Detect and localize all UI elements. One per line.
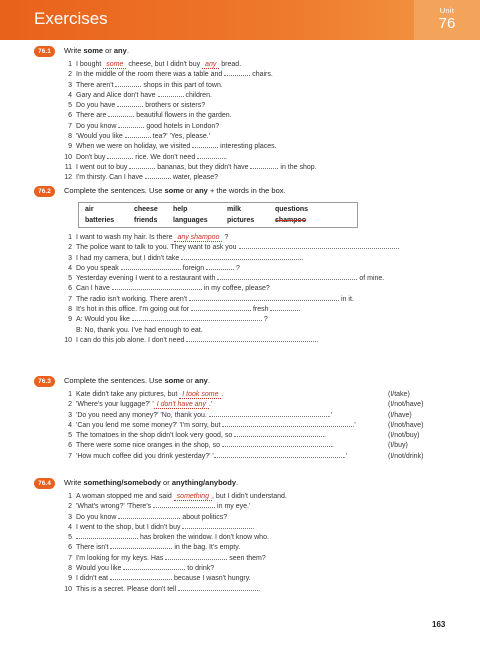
sentence-text: of mine. [357, 275, 385, 283]
exercise-badge: 76.3 [34, 376, 55, 387]
item-number: 4 [68, 91, 72, 99]
item-sentence [76, 585, 260, 595]
exercise-item [34, 153, 454, 163]
exercise-item [34, 431, 454, 441]
item-number: 1 [68, 391, 72, 398]
item-number: 2 [68, 71, 72, 79]
sentence-text: about politics? [180, 513, 228, 521]
sentence-text: 'What's wrong?' 'There's [76, 503, 154, 511]
item-number: 1 [68, 493, 72, 500]
item-sentence [76, 411, 332, 421]
sentence-text: . [221, 391, 224, 398]
sentence-text: rice. We don't need [133, 153, 198, 161]
item-sentence [76, 441, 334, 451]
exercise-badge: 76.4 [34, 478, 55, 489]
exercise-item [34, 554, 454, 564]
answer-blank[interactable] [110, 543, 172, 549]
sentence-text: Can I have [76, 285, 112, 293]
exercise-item [34, 81, 454, 91]
sentence-text: water, please? [170, 174, 218, 182]
exercise-item [34, 390, 454, 400]
answer-blank[interactable] [108, 111, 134, 117]
item-number: 9 [68, 316, 72, 324]
exercise-item [34, 585, 454, 595]
sentence-text: B: No, thank you. I've had enough to eat. [76, 326, 203, 334]
sentence-text: because I wasn't hungry. [172, 575, 251, 583]
answer-blank[interactable] [224, 70, 250, 76]
item-sentence [76, 111, 232, 121]
sentence-text: Kate didn't take any pictures, but [76, 391, 180, 398]
item-sentence [76, 502, 250, 512]
exercise-item [34, 513, 454, 523]
sentence-text: , but I didn't understand. [211, 493, 287, 500]
sentence-text: . [316, 336, 319, 344]
sentence-text: has broken the window. I don't know who. [138, 534, 269, 542]
exercise-item [34, 533, 454, 543]
sentence-text: in it. [339, 295, 354, 303]
sentence-text: fresh [251, 306, 271, 314]
item-sentence [76, 574, 251, 584]
sentence-text: The police want to talk to you. They want to ask you [76, 244, 239, 252]
sentence-text: foreign [180, 264, 207, 272]
verb-hint: (I/not/have) [388, 401, 424, 409]
word-box-item: batteries [85, 217, 115, 224]
answer-example: any [202, 61, 219, 69]
item-sentence [76, 132, 210, 142]
item-number: 10 [64, 585, 72, 593]
item-sentence [76, 533, 269, 543]
word-box-item: shampoo [275, 217, 307, 224]
item-number: 5 [68, 432, 72, 440]
item-number: 10 [64, 336, 72, 344]
word-box [78, 202, 358, 228]
sentence-text: Gary and Alice don't have [76, 91, 158, 99]
sentence-text: The radio isn't working. There aren't [76, 295, 190, 303]
word-box-item: air [85, 206, 94, 213]
sentence-text: There are [76, 112, 109, 120]
sentence-text: ? [222, 234, 229, 241]
item-sentence [76, 513, 227, 523]
answer-blank[interactable] [153, 502, 215, 508]
sentence-text: .' [343, 452, 348, 460]
exercise-item [34, 233, 454, 243]
answer-blank[interactable] [158, 91, 184, 97]
answer-blank[interactable] [181, 254, 304, 262]
item-number: 3 [68, 81, 72, 89]
exercise-76-4 [34, 478, 454, 595]
sentence-text: . [301, 254, 304, 262]
sentence-text: Do you know [76, 513, 119, 521]
item-number: 3 [68, 513, 72, 521]
exercise-item [34, 111, 454, 121]
exercise-badge: 76.1 [34, 46, 55, 57]
answer-blank[interactable] [165, 554, 227, 560]
answer-blank[interactable] [234, 431, 327, 440]
item-sentence [76, 243, 399, 253]
sentence-text: ? [261, 316, 268, 324]
item-number: 11 [64, 163, 72, 171]
item-sentence [76, 305, 300, 315]
sentence-text: I'm thirsty. Can I have [76, 174, 145, 182]
answer-blank[interactable] [182, 523, 255, 531]
answer-blank[interactable] [192, 142, 218, 148]
sentence-text: shops in this part of town. [141, 81, 223, 89]
exercise-header [34, 478, 454, 492]
page-number: 163 [432, 620, 446, 629]
item-sentence [76, 101, 205, 111]
answer-blank[interactable] [115, 81, 141, 87]
item-sentence [76, 421, 356, 431]
header-bar [0, 0, 480, 40]
sentence-text: 'Can you lend me some money?' 'I'm sorry, but [76, 421, 223, 429]
item-number: 7 [68, 122, 72, 130]
sentence-text: 'Where's your luggage?' ' [76, 401, 154, 409]
item-sentence [76, 163, 317, 173]
item-number: 6 [68, 544, 72, 552]
exercise-instruction: Write some or any. [64, 46, 129, 55]
item-number: 6 [68, 112, 72, 120]
sentence-text: Don't buy [76, 153, 108, 161]
sentence-text: bananas, but they didn't have [155, 163, 251, 171]
verb-hint: (I/take) [388, 391, 410, 398]
sentence-text: Do you have [76, 102, 118, 110]
sentence-text: I went out to buy [76, 163, 130, 171]
exercise-item [34, 295, 454, 305]
item-number: 12 [64, 174, 72, 182]
item-number: 8 [68, 565, 72, 573]
item-number: 4 [68, 523, 72, 531]
sentence-text: . [298, 306, 301, 314]
sentence-text: beautiful flowers in the garden. [134, 112, 232, 120]
answer-blank[interactable] [110, 574, 172, 580]
exercise-item [34, 60, 454, 70]
exercise-item [34, 243, 454, 253]
item-number: 3 [68, 254, 72, 262]
sentence-text: I bought [76, 61, 104, 68]
item-sentence [76, 233, 228, 243]
sentence-text: 'Do you need any money?' 'No, thank you. [76, 411, 209, 419]
exercise-header [34, 376, 454, 390]
sentence-text: ? [234, 264, 240, 272]
item-number: 8 [68, 133, 72, 141]
answer-blank[interactable] [214, 452, 344, 458]
answer-blank[interactable] [125, 132, 151, 138]
exercise-instruction: Write something/somebody or anything/anybody. [64, 478, 239, 487]
item-number: 6 [68, 285, 72, 293]
answer-example: any shampoo [174, 234, 222, 242]
answer-blank[interactable] [209, 411, 329, 417]
answer-blank[interactable] [197, 153, 228, 161]
answer-blank[interactable] [222, 441, 334, 450]
answer-blank[interactable] [117, 101, 143, 107]
exercise-item [34, 254, 454, 264]
exercise-item [34, 101, 454, 111]
item-sentence [76, 523, 254, 533]
exercise-item [34, 502, 454, 512]
sentence-text: tea?' 'Yes, please.' [150, 133, 211, 141]
item-number: 4 [68, 264, 72, 272]
answer-blank[interactable] [129, 163, 155, 169]
item-sentence [76, 81, 223, 91]
sentence-text: children. [183, 91, 212, 99]
word-box-item: help [173, 206, 188, 213]
exercise-item [34, 326, 454, 336]
sentence-text: .' [352, 421, 356, 429]
sentence-text: brothers or sisters? [143, 102, 206, 110]
item-number: 5 [68, 275, 72, 283]
item-number: 7 [68, 295, 72, 303]
sentence-text: Do you speak [76, 264, 121, 272]
sentence-text: I want to wash my hair. Is there [76, 234, 175, 241]
sentence-text: . [324, 432, 327, 440]
verb-hint: (I/not/drink) [388, 452, 424, 460]
item-number: 9 [68, 143, 72, 151]
exercise-item [34, 142, 454, 152]
answer-blank[interactable] [118, 122, 144, 128]
exercise-item [34, 70, 454, 80]
item-number: 7 [68, 554, 72, 562]
answer-blank[interactable] [178, 585, 261, 593]
exercise-item [34, 543, 454, 553]
exercise-item [34, 400, 454, 410]
item-sentence [76, 254, 303, 264]
answer-blank[interactable] [189, 295, 339, 301]
item-sentence [76, 336, 318, 346]
exercise-header [34, 46, 454, 60]
sentence-text: interesting places. [218, 143, 277, 151]
item-sentence [76, 492, 287, 502]
item-sentence [76, 326, 203, 336]
exercise-item [34, 421, 454, 431]
item-number: 9 [68, 575, 72, 583]
sentence-text: seen them? [227, 554, 266, 562]
exercise-badge: 76.2 [34, 186, 55, 197]
sentence-text: When we were on holiday, we visited [76, 143, 193, 151]
verb-hint: (I/have) [388, 411, 412, 419]
unit-label: Unit [439, 6, 455, 15]
item-number: 2 [68, 503, 72, 511]
exercise-items [34, 233, 454, 346]
answer-example: I took some [179, 391, 221, 399]
exercise-item [34, 492, 454, 502]
sentence-text: There aren't [76, 81, 116, 89]
item-sentence [76, 60, 241, 70]
item-sentence [76, 554, 266, 564]
word-box-item: cheese [134, 206, 158, 213]
item-number: 1 [68, 61, 72, 68]
item-sentence [76, 173, 218, 183]
answer-blank[interactable] [186, 336, 319, 344]
answer-blank[interactable] [222, 421, 352, 427]
exercise-item [34, 564, 454, 574]
item-sentence [76, 142, 277, 152]
page-title: Exercises [34, 9, 108, 28]
item-sentence [76, 284, 270, 294]
exercise-items [34, 390, 454, 462]
answer-example: I don't have any [154, 401, 209, 409]
answer-blank[interactable] [121, 264, 181, 270]
sentence-text: in my eye.' [215, 503, 251, 511]
exercise-item [34, 441, 454, 451]
unit-tab [414, 0, 480, 40]
item-sentence [76, 264, 240, 274]
item-sentence [76, 400, 212, 410]
sentence-text: Would you like [76, 565, 124, 573]
exercise-item [34, 315, 454, 325]
sentence-text: bread. [219, 61, 242, 68]
answer-blank[interactable] [112, 284, 202, 290]
sentence-text: in the bag. It's empty. [172, 544, 241, 552]
exercise-76-3 [34, 376, 454, 462]
sentence-text: A woman stopped me and said [76, 493, 174, 500]
sentence-text: A: Would you like [76, 316, 132, 324]
word-box-item: languages [173, 217, 208, 224]
word-box-item: milk [227, 206, 242, 213]
exercise-item [34, 574, 454, 584]
exercise-items [34, 60, 454, 184]
sentence-text: good hotels in London? [144, 122, 220, 130]
word-box-item: pictures [227, 217, 255, 224]
exercise-item [34, 122, 454, 132]
sentence-text: The tomatoes in the shop didn't look very good, so [76, 432, 235, 440]
answer-blank[interactable] [217, 274, 357, 280]
exercise-item [34, 523, 454, 533]
sentence-text: It's hot in this office. I'm going out for [76, 306, 191, 314]
exercise-instruction: Complete the sentences. Use some or any + the words in the box. [64, 186, 286, 195]
sentence-text: Yesterday evening I went to a restaurant with [76, 275, 218, 283]
sentence-text: .' [328, 411, 333, 419]
sentence-text: I didn't eat [76, 575, 111, 583]
answer-blank[interactable] [206, 264, 234, 270]
sentence-text: There isn't [76, 544, 111, 552]
answer-blank[interactable] [123, 564, 185, 570]
answer-example: some [103, 61, 126, 69]
item-number: 5 [68, 534, 72, 542]
sentence-text: in the shop. [278, 163, 317, 171]
verb-hint: (I/not/have) [388, 421, 424, 429]
item-sentence [76, 431, 326, 441]
exercise-item [34, 452, 454, 462]
answer-blank[interactable] [107, 153, 133, 159]
item-sentence [76, 564, 214, 574]
answer-blank[interactable] [239, 243, 399, 249]
exercise-item [34, 163, 454, 173]
item-number: 7 [68, 452, 72, 460]
item-number: 3 [68, 411, 72, 419]
sentence-text: Do you know [76, 122, 119, 130]
item-sentence [76, 543, 240, 553]
sentence-text: . [225, 153, 228, 161]
exercise-item [34, 336, 454, 346]
answer-blank[interactable] [118, 513, 180, 519]
sentence-text: chairs. [250, 71, 273, 79]
item-number: 2 [68, 244, 72, 252]
item-sentence [76, 122, 219, 132]
item-number: 10 [64, 153, 72, 161]
sentence-text: There were some nice oranges in the shop, so [76, 442, 222, 450]
unit-number: 76 [438, 15, 456, 32]
sentence-text: . [252, 523, 255, 531]
item-sentence [76, 295, 354, 305]
exercise-item [34, 264, 454, 274]
word-box-item: friends [134, 217, 158, 224]
sentence-text: .' [208, 401, 213, 409]
sentence-text: I can do this job alone. I don't need [76, 336, 187, 344]
sentence-text: 'How much coffee did you drink yesterday?' ' [76, 452, 214, 460]
item-sentence [76, 390, 223, 400]
sentence-text: In the middle of the room there was a table and [76, 71, 225, 79]
verb-hint: (I/not/buy) [388, 432, 420, 440]
exercise-item [34, 173, 454, 183]
item-number: 6 [68, 442, 72, 450]
exercise-76-2 [34, 186, 454, 346]
exercise-items [34, 492, 454, 595]
sentence-text: cheese, but I didn't buy [126, 61, 203, 68]
item-sentence [76, 91, 212, 101]
sentence-text: I went to the shop, but I didn't buy [76, 523, 183, 531]
exercise-item [34, 274, 454, 284]
sentence-text: to drink? [185, 565, 215, 573]
exercise-item [34, 411, 454, 421]
exercise-76-1 [34, 46, 454, 184]
item-sentence [76, 274, 384, 284]
item-sentence [76, 153, 227, 163]
item-number: 2 [68, 401, 72, 409]
word-box-item: questions [275, 206, 309, 213]
answer-blank[interactable] [270, 305, 301, 314]
exercise-item [34, 91, 454, 101]
exercise-item [34, 132, 454, 142]
exercise-instruction: Complete the sentences. Use some or any. [64, 376, 210, 385]
item-sentence [76, 70, 273, 80]
item-number: 1 [68, 234, 72, 241]
exercise-item [34, 284, 454, 294]
answer-blank[interactable] [191, 305, 251, 311]
item-number: 5 [68, 102, 72, 110]
item-number: 8 [68, 306, 72, 314]
answer-example: something [174, 493, 212, 501]
item-number: 4 [68, 421, 72, 429]
exercise-header [34, 186, 454, 200]
sentence-text: I'm looking for my keys. Has [76, 554, 166, 562]
answer-blank[interactable] [145, 173, 171, 179]
sentence-text: This is a secret. Please don't tell [76, 585, 179, 593]
item-sentence [76, 315, 268, 325]
sentence-text: . [258, 585, 261, 593]
exercise-item [34, 305, 454, 315]
answer-blank[interactable] [250, 163, 278, 169]
sentence-text: in my coffee, please? [201, 285, 270, 293]
sentence-text: . [331, 442, 334, 450]
sentence-text: 'Would you like [76, 133, 125, 141]
answer-blank[interactable] [76, 533, 138, 539]
verb-hint: (I/buy) [388, 442, 408, 450]
answer-blank[interactable] [132, 315, 262, 321]
sentence-text: I had my camera, but I didn't take [76, 254, 182, 262]
item-sentence [76, 452, 347, 462]
